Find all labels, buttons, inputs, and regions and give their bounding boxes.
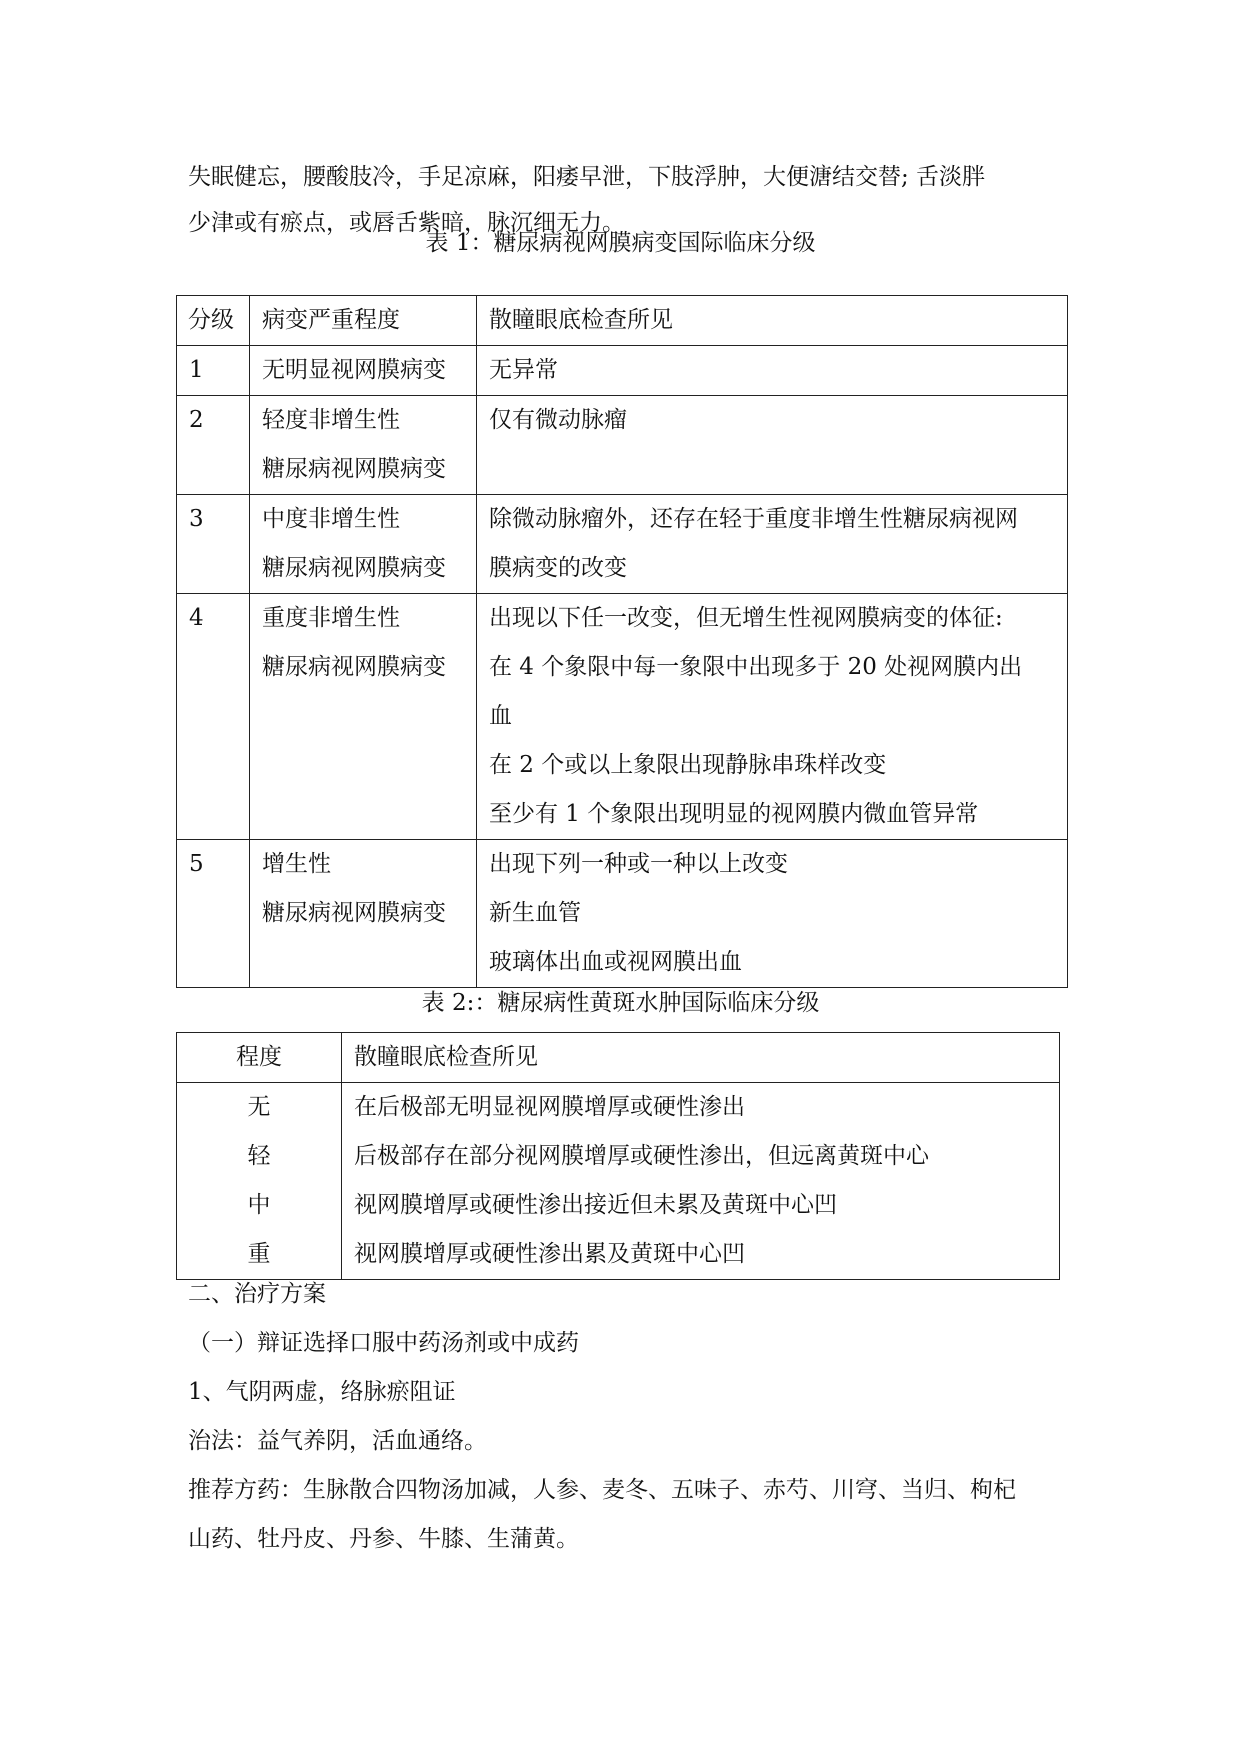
recipe-line-1: 推荐方药：生脉散合四物汤加减，人参、麦冬、五味子、赤芍、川穹、当归、枸杞 [188,1477,1016,1503]
table-row [177,396,1068,495]
finding-line: 膜病变的改变 [489,555,627,581]
severity-line: 无明显视网膜病变 [262,357,446,383]
severity-cell [250,840,477,988]
finding-line: 视网膜增厚或硬性渗出接近但未累及黄斑中心凹 [354,1192,837,1218]
table-row [177,840,1068,988]
macular-edema-grading-table [176,1032,1060,1280]
finding-line: 仅有微动脉瘤 [489,407,627,433]
severity-line: 重度非增生性 [262,605,400,631]
intro-line-2: 少津或有瘀点，或唇舌紫暗，脉沉细无力。 [188,210,625,236]
section-subheading: （一）辩证选择口服中药汤剂或中成药 [188,1330,579,1356]
severity-line: 中度非增生性 [262,506,400,532]
severity-cell [250,594,477,840]
finding-line: 在后极部无明显视网膜增厚或硬性渗出 [354,1094,745,1120]
severity-line: 轻度非增生性 [262,407,400,433]
finding-line: 玻璃体出血或视网膜出血 [489,949,742,975]
grade-cell: 5 [177,840,250,988]
header-cell: 散瞳眼底检查所见 [342,1033,1060,1083]
grade-cell: 1 [177,346,250,396]
finding-line: 在 4 个象限中每一象限中出现多于 20 处视网膜内出 [489,654,1023,680]
header-cell: 程度 [177,1033,342,1083]
finding-cell [342,1083,1060,1280]
table-row [177,1083,1060,1280]
table-header-row [177,296,1068,346]
grade-cell: 4 [177,594,250,840]
severity-cell [250,396,477,495]
finding-line: 出现以下任一改变，但无增生性视网膜病变的体征: [489,605,1003,631]
severity-line: 糖尿病视网膜病变 [262,555,446,581]
findings-cell [477,396,1068,495]
level-line: 中 [247,1192,271,1218]
header-cell: 病变严重程度 [250,296,477,346]
finding-line: 新生血管 [489,900,581,926]
finding-line: 视网膜增厚或硬性渗出累及黄斑中心凹 [354,1241,745,1267]
severity-line: 增生性 [262,851,331,877]
table-row [177,594,1068,840]
findings-cell [477,840,1068,988]
table1-caption: 表 1：糖尿病视网膜病变国际临床分级 [425,230,816,256]
table2-caption: 表 2:：糖尿病性黄斑水肿国际临床分级 [421,990,820,1016]
finding-line: 无异常 [489,357,558,383]
intro-line-1: 失眠健忘，腰酸肢冷，手足凉麻，阳痿早泄，下肢浮肿，大便溏结交替; 舌淡胖 [188,164,986,190]
findings-cell [477,495,1068,594]
level-line: 无 [247,1094,271,1120]
severity-line: 糖尿病视网膜病变 [262,456,446,482]
level-cell [177,1083,342,1280]
severity-line: 糖尿病视网膜病变 [262,900,446,926]
finding-line: 出现下列一种或一种以上改变 [489,851,788,877]
retinopathy-grading-table [176,295,1068,988]
table-row [177,346,1068,396]
findings-cell [477,594,1068,840]
section-heading: 二、治疗方案 [188,1281,326,1307]
grade-cell: 2 [177,396,250,495]
severity-cell [250,346,477,396]
severity-cell [250,495,477,594]
recipe-line-2: 山药、牡丹皮、丹参、牛膝、生蒲黄。 [188,1526,579,1552]
header-cell: 分级 [177,296,250,346]
finding-line: 在 2 个或以上象限出现静脉串珠样改变 [489,752,887,778]
table-row [177,495,1068,594]
finding-line: 至少有 1 个象限出现明显的视网膜内微血管异常 [489,801,979,827]
finding-line: 血 [489,703,512,729]
severity-line: 糖尿病视网膜病变 [262,654,446,680]
level-line: 重 [247,1241,271,1267]
treatment-method: 治法：益气养阴，活血通络。 [188,1428,487,1454]
level-line: 轻 [247,1143,271,1169]
finding-line: 除微动脉瘤外，还存在轻于重度非增生性糖尿病视网 [489,506,1018,532]
grade-cell: 3 [177,495,250,594]
header-cell: 散瞳眼底检查所见 [477,296,1068,346]
finding-line: 后极部存在部分视网膜增厚或硬性渗出，但远离黄斑中心 [354,1143,929,1169]
findings-cell [477,346,1068,396]
table-header-row [177,1033,1060,1083]
item-title: 1、气阴两虚，络脉瘀阻证 [188,1379,456,1405]
